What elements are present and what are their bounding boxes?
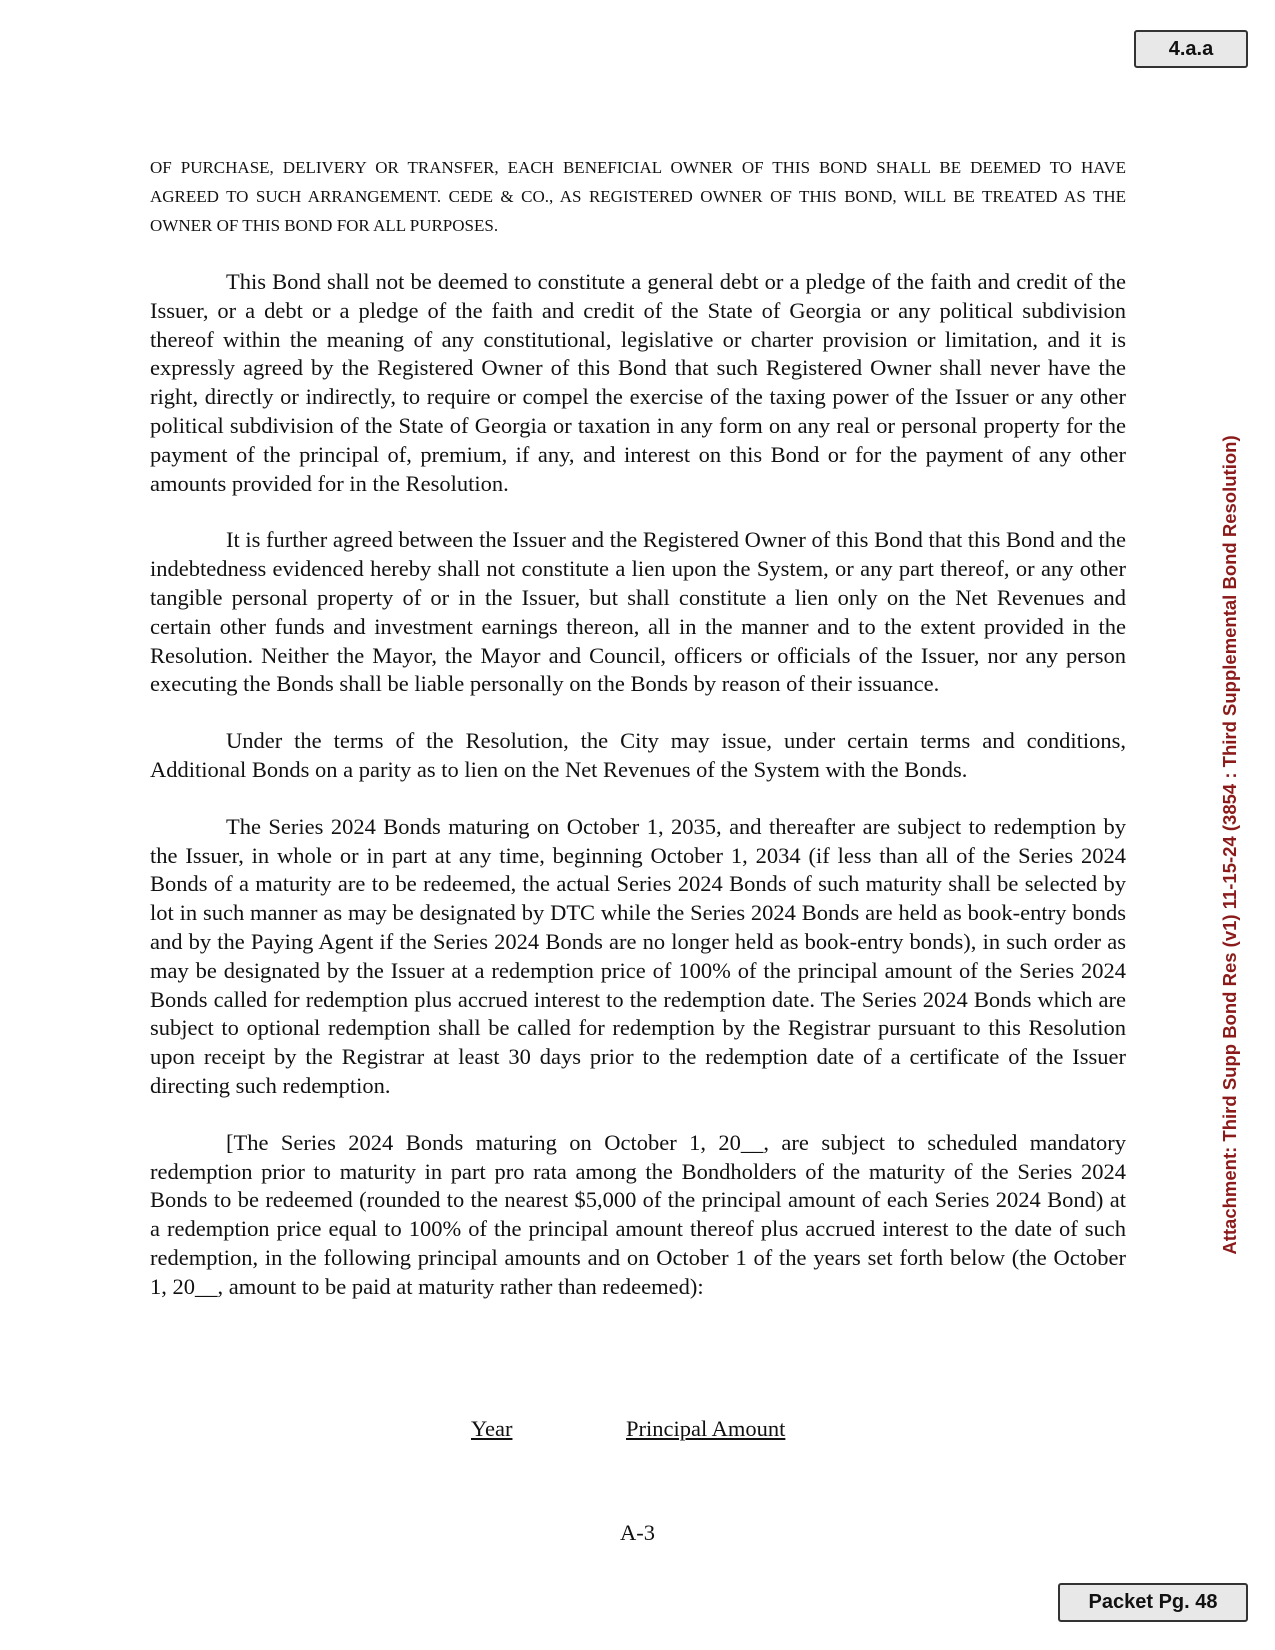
principal-amount-column-header: Principal Amount xyxy=(626,1416,786,1441)
paragraph-lien xyxy=(150,526,1126,699)
caps-paragraph: OF PURCHASE, DELIVERY OR TRANSFER, EACH BENEFICIAL OWNER OF THIS BOND SHALL BE DEEMED TO HAVE AGREED TO SUCH ARRANGEMENT. CEDE & CO., AS REGISTERED OWNER OF THIS BOND, WILL BE TREATED AS THE OWNER OF THIS BOND FOR ALL PURPOSES. xyxy=(150,158,1126,235)
paragraph-mandatory-redemption xyxy=(150,1129,1126,1302)
paragraph-text: It is further agreed between the Issuer and the Registered Owner of this Bond that this Bond and the indebtedness evidenced hereby shall not constitute a lien upon the System, or any part thereof, or any other tangible personal property of or in the Issuer, but shall constitute a lien only on the Net Revenues and certain other funds and investment earnings thereon, all in the manner and to the extent provided in the Resolution. Neither the Mayor, the Mayor and Council, officers or officials of the Issuer, nor any person executing the Bonds shall be liable personally on the Bonds by reason of their issuance. xyxy=(150,527,1126,697)
paragraph-text: This Bond shall not be deemed to constitute a general debt or a pledge of the faith and credit of the Issuer, or a debt or a pledge of the faith and credit of the State of Georgia or any political subdivision thereof within the meaning of any constitutional, legislative or charter provision or limitation, and it is expressly agreed by the Registered Owner of this Bond that such Registered Owner shall never have the right, directly or indirectly, to require or compel the exercise of the taxing power of the Issuer or any other political subdivision of the State of Georgia or taxation in any form on any real or personal property for the payment of the principal of, premium, if any, and interest on this Bond or for the payment of any other amounts provided for in the Resolution. xyxy=(150,269,1126,496)
paragraph-text: Under the terms of the Resolution, the City may issue, under certain terms and conditions, Additional Bonds on a parity as to lien on the Net Revenues of the System with the Bonds. xyxy=(150,728,1126,782)
page-number: A-3 xyxy=(620,1520,655,1545)
agenda-item-tag: 4.a.a xyxy=(1134,30,1248,68)
document-body xyxy=(150,153,1126,1302)
attachment-side-label: Attachment: Third Supp Bond Res (v1) 11-15-24 (3854 : Third Supplemental Bond Resolution) xyxy=(1219,435,1240,1255)
paragraph-text: The Series 2024 Bonds maturing on October 1, 2035, and thereafter are subject to redemption by the Issuer, in whole or in part at any time, beginning October 1, 2034 (if less than all of the Series 2024 Bonds of a maturity are to be redeemed, the actual Series 2024 Bonds of such maturity shall be selected by lot in such manner as may be designated by DTC while the Series 2024 Bonds are held as book-entry bonds and by the Paying Agent if the Series 2024 Bonds are no longer held as book-entry bonds), in such order as may be designated by the Issuer at a redemption price of 100% of the principal amount of the Series 2024 Bonds called for redemption plus accrued interest to the redemption date. The Series 2024 Bonds which are subject to optional redemption shall be called for redemption by the Registrar pursuant to this Resolution upon receipt by the Registrar at least 30 days prior to the redemption date of a certificate of the Issuer directing such redemption. xyxy=(150,813,1126,1098)
paragraph-optional-redemption xyxy=(150,813,1126,1101)
paragraph-general-debt xyxy=(150,268,1126,498)
paragraph-text: [The Series 2024 Bonds maturing on October 1, 20__, are subject to scheduled mandatory redemption prior to maturity in part pro rata among the Bondholders of the maturity of the Series 2024 Bonds to be redeemed (rounded to the nearest $5,000 of the principal amount of each Series 2024 Bond) at a redemption price equal to 100% of the principal amount thereof plus accrued interest to the date of such redemption, in the following principal amounts and on October 1 of the years set forth below (the October 1, 20__, amount to be paid at maturity rather than redeemed): xyxy=(150,1129,1126,1299)
paragraph-additional-bonds xyxy=(150,727,1126,785)
packet-page-tag: Packet Pg. 48 xyxy=(1058,1583,1248,1622)
year-column-header: Year xyxy=(471,1416,513,1441)
